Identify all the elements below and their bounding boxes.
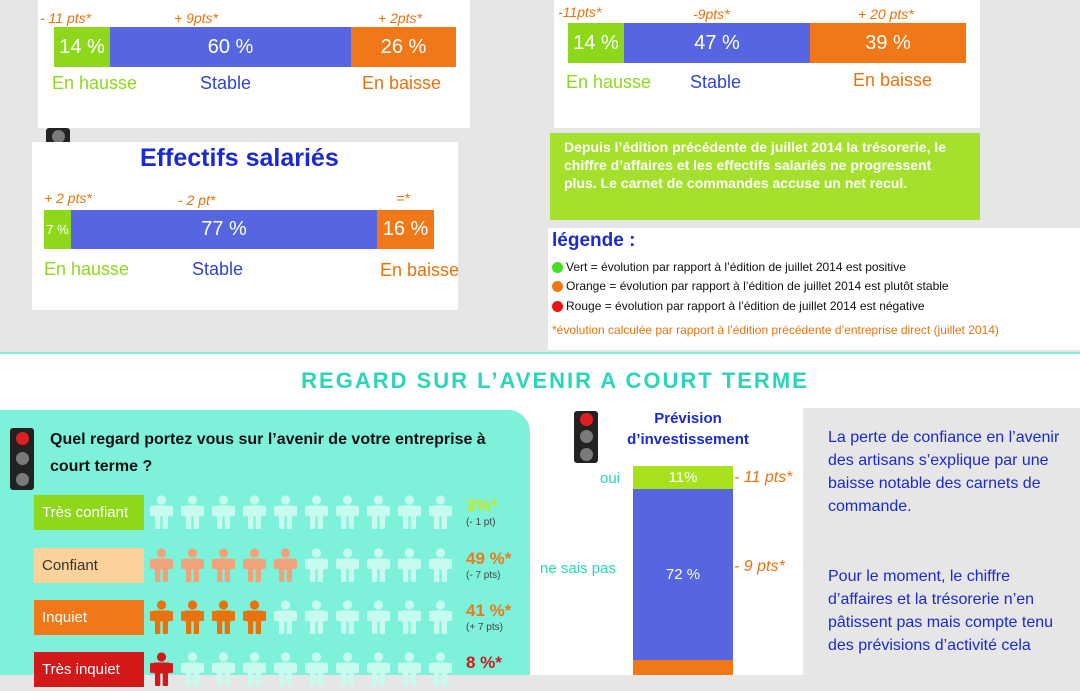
person-icon — [181, 548, 204, 587]
person-icon — [274, 495, 297, 534]
person-icon — [243, 495, 266, 534]
percentage: 49 %* — [466, 549, 512, 568]
legend-item-red — [552, 299, 925, 313]
person-icon — [305, 652, 328, 691]
person-icon — [367, 600, 390, 639]
delta-hausse: - 11 pts* — [40, 10, 92, 26]
person-icon — [243, 600, 266, 639]
person-icon — [398, 652, 421, 691]
person-icon — [429, 495, 452, 534]
segment-stable: 47 % — [624, 23, 810, 63]
category-hausse: En hausse — [52, 73, 138, 93]
category-hausse: En hausse — [566, 72, 652, 92]
person-icon — [181, 600, 204, 639]
right-text-para1: La perte de confiance en l’avenir des artisans s’explique par une baisse notable des carnets de commande. — [828, 429, 1060, 515]
person-icon — [429, 548, 452, 587]
segment-stable: 60 % — [110, 27, 351, 67]
category-baisse: En baisse — [853, 70, 933, 90]
person-icon — [305, 600, 328, 639]
summary-text: Depuis l’édition précédente de juillet 2014 la trésorerie, le chiffre d’affaires et les effectifs salariés ne progressent plus. Le carnet de commandes accuse un net recul. — [564, 139, 947, 191]
person-icon — [212, 652, 235, 691]
category-baisse: En baisse — [362, 73, 442, 93]
person-icon — [181, 652, 204, 691]
delta-stable: - 2 pt* — [178, 192, 216, 208]
stacked-bar — [44, 210, 434, 249]
person-icon — [336, 652, 359, 691]
person-icon — [398, 495, 421, 534]
person-icon — [429, 652, 452, 691]
delta-stable: + 9pts* — [174, 10, 218, 26]
delta-baisse: + 20 pts* — [858, 6, 914, 22]
person-icon — [398, 548, 421, 587]
people-row — [150, 548, 452, 587]
segment-oui: 11% — [633, 466, 733, 489]
segment-ne-sais-pas: 72 % — [633, 489, 733, 660]
percentage: 3%* — [466, 496, 498, 515]
person-icon — [336, 548, 359, 587]
legend-footnote: *évolution calculée par rapport à l’édition précédente d’entreprise direct (juillet 2014) — [552, 323, 999, 337]
category-label: Inquiet — [34, 600, 144, 635]
legend-text: Orange = évolution par rapport à l’édition de juillet 2014 est plutôt stable — [566, 279, 949, 293]
traffic-light-icon — [10, 428, 34, 490]
segment-non — [633, 660, 733, 675]
category-baisse: En baisse — [380, 260, 460, 280]
person-icon — [305, 548, 328, 587]
red-dot-icon — [552, 301, 563, 312]
legend-text: Rouge = évolution par rapport à l’édition de juillet 2014 est négative — [566, 299, 925, 313]
segment-baisse: 26 % — [351, 27, 456, 67]
person-icon — [181, 495, 204, 534]
top-right-panel — [554, 0, 980, 128]
person-icon — [212, 495, 235, 534]
legend-item-green — [552, 260, 906, 274]
percentage-delta: (- 7 pts) — [466, 570, 501, 581]
category-label: Très confiant — [34, 495, 144, 530]
section-title: REGARD SUR L’AVENIR A COURT TERME — [301, 368, 809, 393]
category-stable: Stable — [200, 73, 252, 93]
stacked-bar — [54, 27, 456, 67]
person-icon — [367, 495, 390, 534]
category-stable: Stable — [192, 259, 244, 279]
people-row — [150, 652, 452, 691]
orange-dot-icon — [552, 281, 563, 292]
percentage-delta: (- 1 pt) — [466, 517, 496, 528]
segment-baisse: 39 % — [810, 23, 966, 63]
investissement-title: Prévision d’investissement — [627, 410, 749, 448]
person-icon — [150, 600, 173, 639]
person-icon — [274, 652, 297, 691]
segment-baisse: 16 % — [377, 210, 434, 249]
person-icon — [243, 652, 266, 691]
summary-box — [550, 133, 980, 220]
person-icon — [398, 600, 421, 639]
legend-title: légende : — [552, 230, 636, 251]
percentage: 41 %* — [466, 601, 512, 620]
label-oui: oui — [600, 470, 621, 487]
delta-baisse: =* — [396, 190, 410, 206]
person-icon — [367, 652, 390, 691]
category-label: Très inquiet — [34, 652, 144, 687]
person-icon — [336, 495, 359, 534]
question-title: Quel regard portez vous sur l’avenir de votre entreprise à court terme ? — [50, 431, 486, 475]
person-icon — [336, 600, 359, 639]
segment-hausse: 7 % — [44, 210, 71, 249]
category-hausse: En hausse — [44, 259, 130, 279]
person-icon — [243, 548, 266, 587]
label-ne-sais-pas: ne sais pas — [540, 560, 616, 577]
person-icon — [150, 495, 173, 534]
delta-stable: -9pts* — [693, 6, 730, 22]
segment-stable: 77 % — [71, 210, 377, 249]
segment-hausse: 14 % — [54, 27, 110, 67]
stacked-bar — [568, 23, 966, 63]
delta-hausse: + 2 pts* — [44, 190, 92, 206]
percentage: 8 %* — [466, 653, 502, 672]
person-icon — [150, 548, 173, 587]
percentage-delta: (+ 7 pts) — [466, 622, 503, 633]
green-dot-icon — [552, 262, 563, 273]
legend-text: Vert = évolution par rapport à l’édition de juillet 2014 est positive — [566, 260, 906, 274]
delta-oui: - 11 pts* — [734, 469, 793, 486]
delta-hausse: -11pts* — [558, 4, 602, 20]
right-text-para2: Pour le moment, le chiffre d’affaires et la trésorerie n’en pâtissent pas mais compte tenu des prévisions d’activité cela — [828, 568, 1054, 654]
investissement-bar — [633, 466, 733, 675]
person-icon — [305, 495, 328, 534]
people-row — [150, 495, 452, 534]
delta-ne-sais-pas: - 9 pts* — [734, 558, 785, 575]
person-icon — [429, 600, 452, 639]
category-stable: Stable — [690, 72, 742, 92]
person-icon — [367, 548, 390, 587]
person-icon — [150, 652, 173, 691]
person-icon — [212, 548, 235, 587]
person-icon — [274, 548, 297, 587]
segment-hausse: 14 % — [568, 23, 624, 63]
people-row — [150, 600, 452, 639]
person-icon — [212, 600, 235, 639]
traffic-light-icon — [574, 411, 598, 463]
legend-item-orange — [552, 279, 949, 293]
person-icon — [274, 600, 297, 639]
category-label: Confiant — [34, 548, 144, 583]
delta-baisse: + 2pts* — [378, 10, 422, 26]
effectifs-title: Effectifs salariés — [140, 144, 339, 172]
